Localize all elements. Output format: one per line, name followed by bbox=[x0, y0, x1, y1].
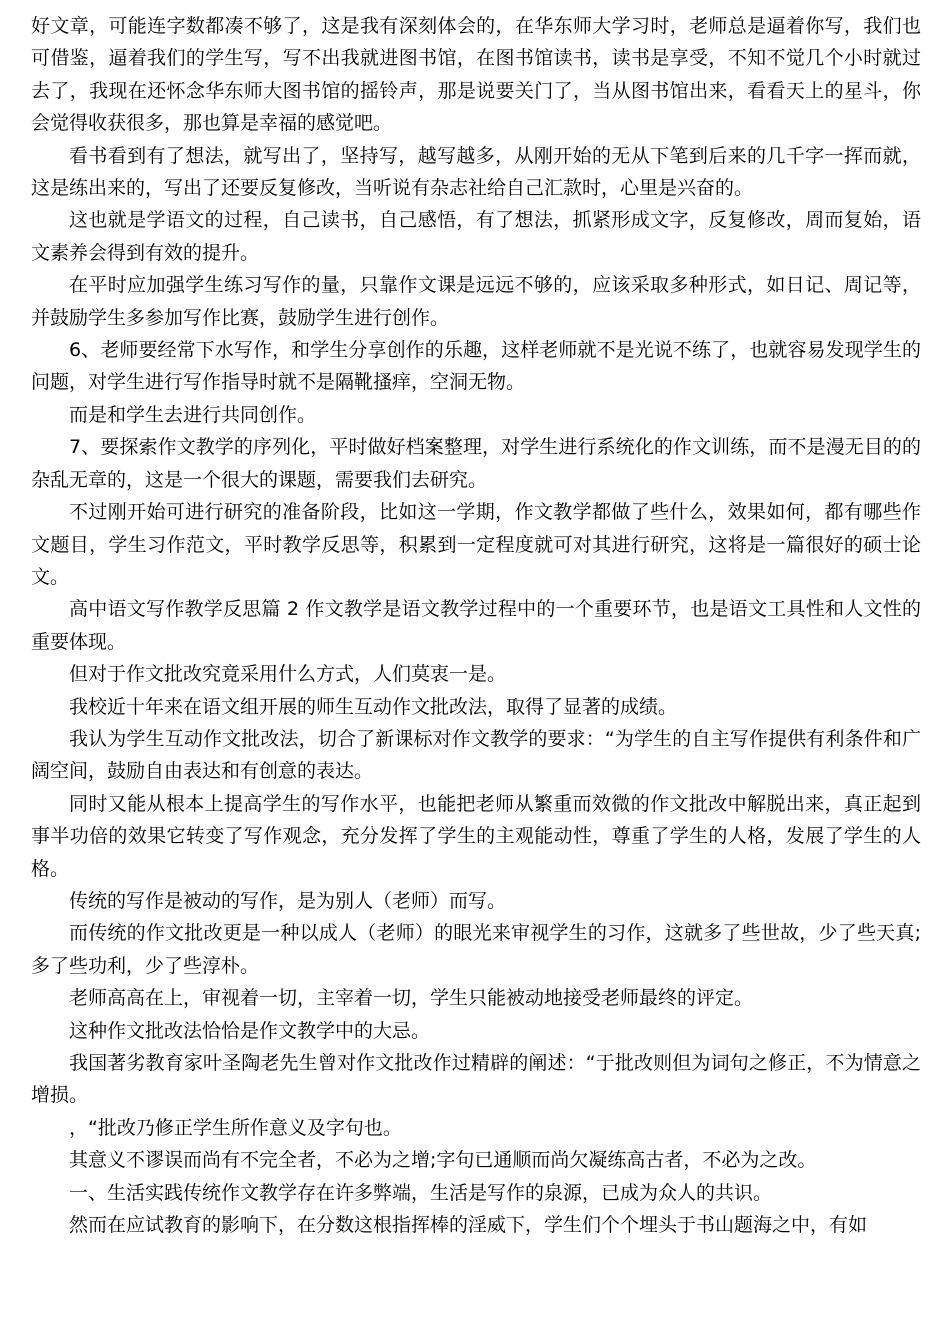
paragraph: 高中语文写作教学反思篇 2 作文教学是语文教学过程中的一个重要环节，也是语文工具性和人文性的重要体现。 bbox=[31, 598, 921, 653]
paragraph: 看书看到有了想法，就写出了，坚持写，越写越多，从刚开始的无从下笔到后来的几千字一挥而就，这是练出来的，写出了还要反复修改，当听说有杂志社给自己汇款时，心里是兴奋的。 bbox=[31, 144, 921, 200]
paragraph: 传统的写作是被动的写作，是为别人（老师）而写。 bbox=[69, 889, 507, 912]
paragraph: 6、老师要经常下水写作，和学生分享创作的乐趣，这样老师就不是光说不练了，也就容易发现学生的问题，对学生进行写作指导时就不是隔靴搔痒，空洞无物。 bbox=[31, 339, 921, 394]
paragraph: 然而在应试教育的影响下，在分数这根指挥棒的淫威下，学生们个个埋头于书山题海之中，有如 bbox=[69, 1214, 868, 1237]
paragraph: 我国著劣教育家叶圣陶老先生曾对作文批改作过精辟的阐述：“于批改则但为词句之修正，不为情意之增损。 bbox=[31, 1052, 921, 1107]
paragraph: 7、要探索作文教学的序列化，平时做好档案整理，对学生进行系统化的作文训练，而不是漫无目的的杂乱无章的，这是一个很大的课题，需要我们去研究。 bbox=[31, 436, 921, 491]
paragraph: 这也就是学语文的过程，自己读书，自己感悟，有了想法，抓紧形成文字，反复修改，周而复始，语文素养会得到有效的提升。 bbox=[31, 209, 921, 264]
document-page bbox=[31, 10, 921, 1241]
paragraph: 但对于作文批改究竟采用什么方式，人们莫衷一是。 bbox=[69, 663, 507, 686]
paragraph: 而是和学生去进行共同创作。 bbox=[69, 403, 317, 426]
paragraph: ，“批改乃修正学生所作意义及字句也。 bbox=[69, 1116, 402, 1139]
paragraph: 其意义不谬误而尚有不完全者，不必为之增;字句已通顺而尚欠凝练高古者，不必为之改。 bbox=[69, 1149, 817, 1172]
paragraph: 好文章，可能连字数都凑不够了，这是我有深刻体会的，在华东师大学习时，老师总是逼着你写，我们也可借鉴，逼着我们的学生写，写不出我就进图书馆，在图书馆读书，读书是享受，不知不觉几个小时就过去了，我现在还怀念华东师大图书馆的摇铃声，那是说要关门了，当从图书馆出来，看看天上的星斗，你会觉得收获很多，那也算是幸福的感觉吧。 bbox=[31, 15, 921, 135]
paragraph: 这种作文批改法恰恰是作文教学中的大忌。 bbox=[69, 1019, 431, 1042]
paragraph: 我认为学生互动作文批改法，切合了新课标对作文教学的要求：“为学生的自主写作提供有利条件和广阔空间，鼓励自由表达和有创意的表达。 bbox=[31, 727, 921, 783]
paragraph: 我校近十年来在语文组开展的师生互动作文批改法，取得了显著的成绩。 bbox=[69, 695, 678, 718]
paragraph: 不过刚开始可进行研究的准备阶段，比如这一学期，作文教学都做了些什么，效果如何，都有哪些作文题目，学生习作范文，平时教学反思等，积累到一定程度就可对其进行研究，这将是一篇很好的硕士论文。 bbox=[31, 501, 921, 588]
paragraph: 在平时应加强学生练习写作的量，只靠作文课是远远不够的，应该采取多种形式，如日记、周记等，并鼓励学生多参加写作比赛，鼓励学生进行创作。 bbox=[31, 274, 921, 329]
paragraph: 一、生活实践传统作文教学存在许多弊端，生活是写作的泉源，已成为众人的共识。 bbox=[69, 1181, 773, 1204]
paragraph: 而传统的作文批改更是一种以成人（老师）的眼光来审视学生的习作，这就多了些世故，少了些天真;多了些功利，少了些淳朴。 bbox=[31, 922, 921, 977]
paragraph: 老师高高在上，审视着一切，主宰着一切，学生只能被动地接受老师最终的评定。 bbox=[69, 987, 754, 1010]
paragraph: 同时又能从根本上提高学生的写作水平，也能把老师从繁重而效微的作文批改中解脱出来，真正起到事半功倍的效果它转变了写作观念，充分发挥了学生的主观能动性，尊重了学生的人格，发展了学生的人格。 bbox=[31, 792, 921, 880]
